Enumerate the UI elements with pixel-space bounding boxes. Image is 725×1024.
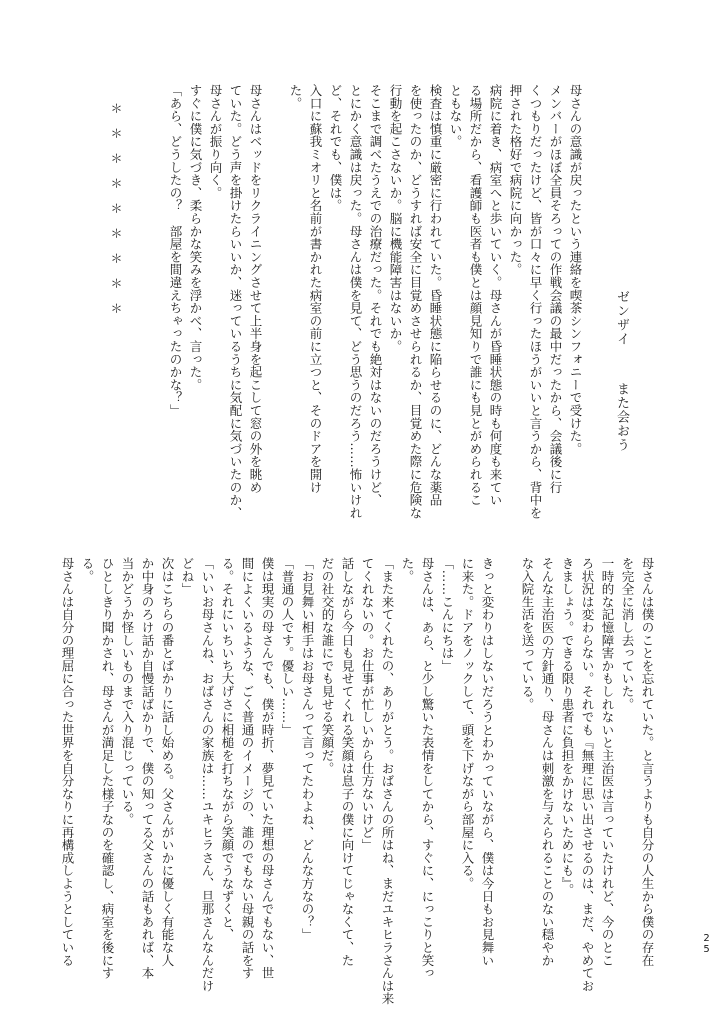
bottom_half-line: どね」: [180, 557, 195, 596]
bottom_half-line: 「いいお母さんね、おばさんの家族は……ユキヒラさん、旦那さんなんだけ: [200, 557, 215, 993]
top_half-line: 入口に蘇我ミオリと名前が書かれた病室の前に立つと、そのドアを開け: [308, 84, 323, 494]
bottom_half-line: てくれないの。お仕事が忙しいから仕方ないけど」: [360, 557, 375, 852]
top_half-line: 母さんはベッドをリクライニングさせて上半身を起こして窓の外を眺め: [248, 84, 263, 494]
top_half-line: メンバーがほぼ全員そろっての作戦会議の最中だったから、会議後に行: [548, 84, 563, 494]
bottom_half-line: 母さんは自分の理屈に合った世界を自分なりに再構成しようとしている: [60, 557, 75, 967]
top_half-line: 母さんが振り向く。: [208, 84, 223, 200]
bottom_half-line: 「普通の人です。優しい……」: [280, 557, 295, 737]
top_half-line: 母さんの意識が戻ったという連絡を喫茶シンフォニーで受けた。: [568, 84, 583, 456]
bottom_half-line: 次はこちらの番とばかりに話し始める。父さんがいかに優しく有能な人: [160, 557, 175, 967]
section-separator: ＊＊＊＊＊＊＊＊＊: [109, 102, 123, 327]
bottom_half-line: か中身のろけ話か自慢話ばかりで、僕の知ってる父さんの話もあれば、本: [140, 557, 155, 980]
top_half-line: ど、それでも、僕は。: [328, 84, 343, 212]
top_half-line: を使ったのか、どうすれば安全に目覚めさせられるか、目覚めた際に危険な: [408, 84, 423, 520]
top_half-line: 押された格好で病院に向かった。: [508, 84, 523, 276]
bottom_half-line: だの社交的な誰にでも見せる笑顔だ。: [320, 557, 335, 775]
bottom-body-text: [57, 557, 657, 1005]
bottom_half-line: 「お見舞い相手はお母さんって言ってたわよね、どんな方なの？」: [300, 557, 315, 941]
bottom_half-line: そんな主治医の方針通り、母さんは刺激を与えられることのない穏やか: [540, 557, 555, 967]
top_half-line: る場所だから、看護師も医者も僕とは顔見知りで誰にも見とがめられるこ: [468, 84, 483, 507]
top_half-line: 検査は慎重に厳密に行われていた。昏睡状態に陥らせるのに、どんな薬品: [428, 84, 443, 507]
top_half-line: ともない。: [448, 84, 463, 148]
bottom_half-line: る。それにいちいち大げさに相槌を打ちながら笑顔でうなずくと、: [220, 557, 235, 941]
bottom_half-line: 母さんは僕のことを忘れていた。と言うよりも自分の人生から僕の存在: [640, 557, 655, 967]
bottom_half-line: 間によくいるような、ごく普通のイメージの、誰のでもない母親の話をす: [240, 557, 255, 980]
page-number: [701, 933, 711, 958]
top-body-text: [165, 84, 585, 520]
bottom_half-line: 「また来てくれたの、ありがとう。おばさんの所はね、まだユキヒラさんは来: [380, 557, 395, 1005]
bottom_half-line: た。: [400, 557, 415, 583]
bottom_half-line: ひとしきり聞かされ、母さんが満足した様子なのを確認し、病室を後にす: [100, 557, 115, 980]
author-name: ゼンザイ: [614, 290, 629, 346]
bottom_half-line: 一時的な記憶障害かもしれないと主治医は言っていたけれど、今のとこ: [600, 557, 615, 967]
bottom_half-line: を完全に消し去っていた。: [620, 557, 635, 711]
bottom_half-line: に来た。ドアをノックして、頭を下げながら部屋に入る。: [460, 557, 475, 890]
bottom_half-line: ろ状況は変わらない。それでも『無理に思い出させるのは、まだ、やめてお: [580, 557, 595, 993]
bottom_half-line: きっと変わりはしないだろうとわかっていながら、僕は今日もお見舞い: [480, 557, 495, 967]
bottom_half-line: [497, 557, 517, 957]
bottom_half-line: きましょう。できる限り患者に負担をかけないためにも』。: [560, 557, 575, 897]
bottom_half-line: 「……こんにちは」: [440, 557, 455, 673]
bottom_half-line: 母さんは、あら、と少し驚いた表情をしてから、すぐに、にっこりと笑っ: [420, 557, 435, 980]
top_half-line: そこまで調べたうえでの治療だった。それでも絶対はないのだろうけど、: [368, 84, 383, 507]
top_half-line: た。: [288, 84, 303, 110]
story-title: また会おう: [614, 382, 629, 452]
bottom_half-line: 僕は現実の母さんでも、僕が時折、夢見ていた理想の母さんでもない、世: [260, 557, 275, 980]
bottom_half-line: 話しながら今日も見せてくれる笑顔は息子の僕に向けてじゃなくて、た: [340, 557, 355, 967]
bottom_half-line: な入院生活を送っている。: [520, 557, 535, 711]
top_half-line: [265, 84, 285, 496]
top_half-line: とにかく意識は戻った。母さんは僕を見て、どう思うのだろう……怖いけれ: [348, 84, 363, 520]
top_half-line: 行動を起こさないか。脳に機能障害はないか。: [388, 84, 403, 353]
top_half-line: すぐに僕に気づき、柔らかな笑みを浮かべ、言った。: [188, 84, 203, 392]
top_half-line: 病院に着き、病室へと歩いていく。母さんが昏睡状態の時も何度も来てい: [488, 84, 503, 507]
top_half-line: 「あら、どうしたの？ 部屋を間違えちゃったのかな？」: [168, 84, 183, 417]
bottom_half-line: 当かどうか怪しいものまで入り混じっている。: [120, 557, 135, 826]
page-number-text: 25: [701, 933, 712, 955]
bottom_half-line: る。: [80, 557, 95, 583]
top_half-line: くつもりだったけど、皆が口々に早く行ったほうがいいと言うから、背中を: [528, 84, 543, 520]
top_half-line: ていた。どう声を掛けたらいいか、迷っているうちに気配に気づいたのか、: [228, 84, 243, 520]
